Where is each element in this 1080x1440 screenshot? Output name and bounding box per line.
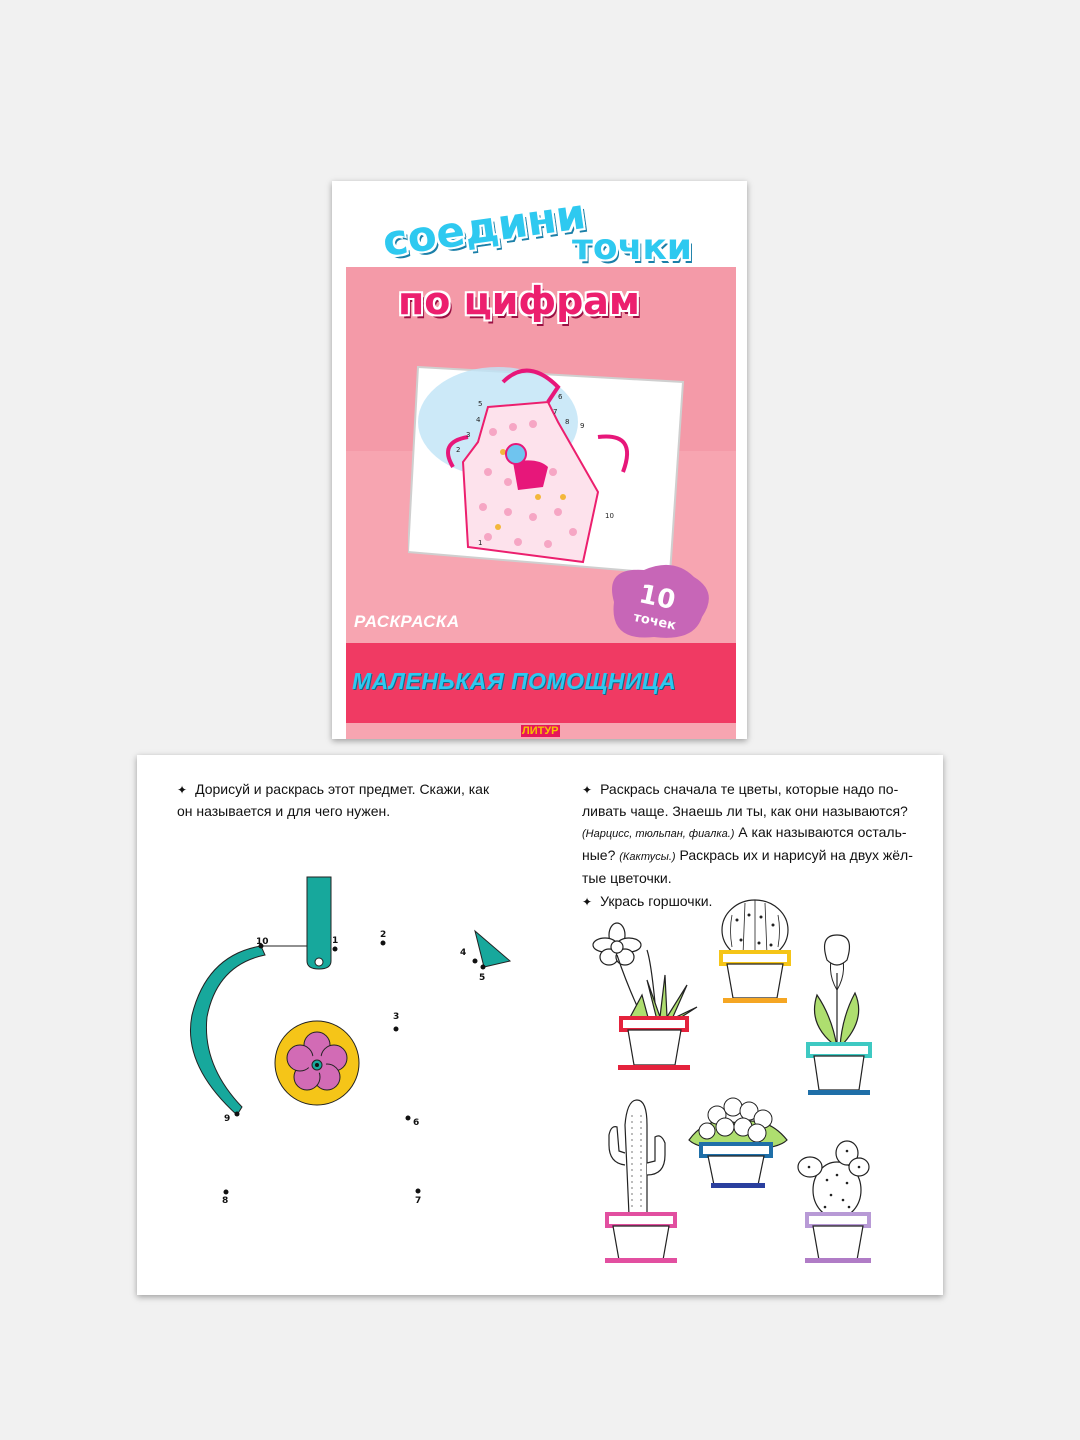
badge-number: 10	[636, 579, 678, 617]
apron-dot-label: 6	[558, 393, 563, 401]
apron-dot-label: 5	[478, 400, 483, 408]
dots-count-badge	[594, 562, 714, 642]
prickly-pear-pot-illustration	[798, 1141, 871, 1263]
dot-label: 9	[224, 1114, 231, 1124]
right-task-line3: А как называются осталь-	[734, 824, 907, 840]
cover-apron-card	[408, 362, 688, 577]
sample-spread-page	[137, 755, 943, 1295]
apron-dot-label: 9	[580, 422, 585, 430]
apron-dot-label: 3	[466, 431, 471, 439]
book-cover	[332, 181, 747, 739]
right-task-line2: ливать чаще. Знаешь ли ты, как они называются?	[582, 803, 908, 819]
apron-dot-label: 2	[456, 446, 461, 454]
tall-cactus-pot-illustration	[605, 1100, 677, 1263]
left-task-line1: Дорисуй и раскрась этот предмет. Скажи, как	[195, 781, 490, 797]
star-bullet-icon: ✦	[582, 783, 593, 797]
right-task-note1: (Нарцисс, тюльпан, фиалка.)	[582, 828, 735, 840]
apron-dot-label: 10	[605, 512, 614, 520]
right-task-note2: (Кактусы.)	[619, 851, 676, 863]
left-task-line2: он называется и для чего нужен.	[177, 803, 391, 819]
dot-label: 7	[415, 1196, 422, 1206]
violet-pot-illustration	[689, 1098, 787, 1188]
apron-dot-label: 7	[553, 408, 558, 416]
dot-label: 4	[460, 948, 467, 958]
dot-label: 6	[413, 1118, 420, 1128]
dot-label: 5	[479, 973, 486, 983]
badge-word: точек	[632, 609, 678, 634]
cover-book-title: МАЛЕНЬКАЯ ПОМОЩНИЦА	[352, 668, 677, 694]
daffodil-pot-illustration	[593, 923, 697, 1070]
dot-label: 1	[332, 936, 339, 946]
cover-title-line1: соедини	[379, 189, 589, 266]
dot-label: 10	[256, 937, 269, 947]
apron-dot-label: 8	[565, 418, 570, 426]
apron-dot-label: 4	[476, 416, 481, 424]
right-task-line4-start: ные?	[582, 847, 620, 863]
dot-label: 2	[380, 930, 387, 940]
right-task-line4: Раскрась их и нарисуй на двух жёл-	[675, 847, 913, 863]
dot-label: 3	[393, 1012, 400, 1022]
star-bullet-icon: ✦	[177, 783, 188, 797]
right-task-line1: Раскрась сначала те цветы, которые надо по-	[600, 781, 899, 797]
publisher-logo: ЛИТУР	[522, 725, 559, 737]
star-bullet-icon: ✦	[582, 895, 593, 909]
right-task2: Укрась горшочки.	[600, 893, 713, 909]
tulip-pot-illustration	[808, 935, 870, 1095]
dot-label: 8	[222, 1196, 229, 1206]
teapot-dot-puzzle	[137, 755, 943, 1295]
cover-title-line2: точки	[572, 227, 692, 268]
round-cactus-pot-illustration	[721, 900, 789, 1003]
cover-series-label: РАСКРАСКА	[354, 612, 460, 631]
right-task-line5: тые цветочки.	[582, 870, 672, 886]
apron-dot-label: 1	[478, 539, 483, 547]
cover-title-line3: по цифрам	[398, 279, 640, 323]
